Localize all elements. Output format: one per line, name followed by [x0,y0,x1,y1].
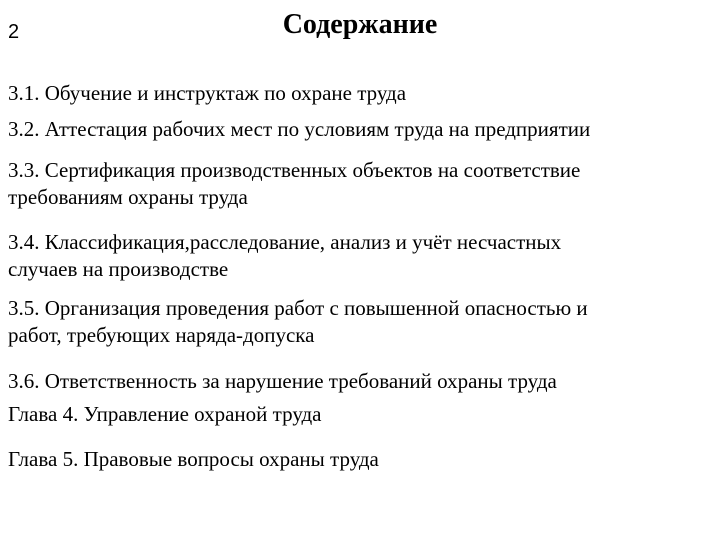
toc-item-line: требованиям охраны труда [8,185,248,209]
toc-item-3-3 [8,157,708,211]
page-title: Содержание [282,9,438,40]
toc-item-line: 3.6. Ответственность за нарушение требований охраны труда [8,369,557,393]
toc-item-line: случаев на производстве [8,257,229,281]
toc-item-line: 3.2. Аттестация рабочих мест по условиям труда на предприятии [8,117,591,141]
toc-item-3-1 [8,80,708,107]
toc-item-3-5 [8,295,708,349]
toc-item-3-6 [8,368,708,395]
toc-item-line: Глава 4. Управление охраной труда [8,402,322,426]
toc-item-line: работ, требующих наряда-допуска [8,323,315,347]
toc-item-line: 3.3. Сертификация производственных объектов на соответствие [8,158,581,182]
toc-item-line: Глава 5. Правовые вопросы охраны труда [8,447,379,471]
toc-item-3-4 [8,229,708,283]
toc-item-3-2 [8,116,708,143]
toc-item-line: 3.1. Обучение и инструктаж по охране труда [8,81,407,105]
toc-item-chapter-5 [8,446,708,473]
page-number: 2 [8,21,20,43]
toc-item-line: 3.4. Классификация,расследование, анализ и учёт несчастных [8,230,562,254]
toc-item-line: 3.5. Организация проведения работ с повышенной опасностью и [8,296,588,320]
toc-item-chapter-4 [8,401,708,428]
